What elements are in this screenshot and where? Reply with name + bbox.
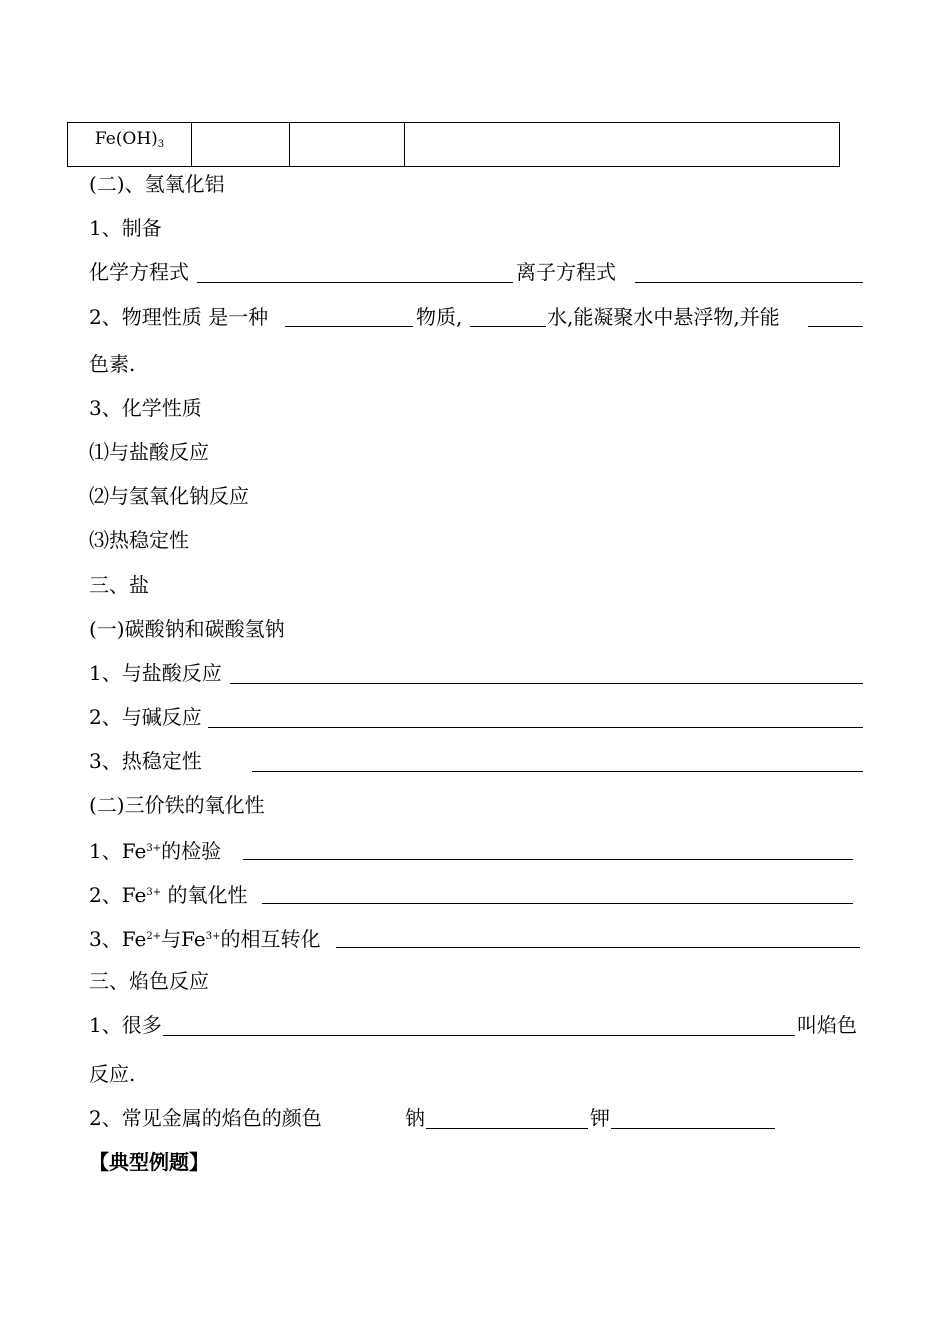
section-heading: 三、盐 [89, 573, 149, 597]
equation-label: 化学方程式 [89, 260, 189, 284]
answer-blank[interactable] [243, 859, 853, 860]
table-cell [290, 123, 405, 167]
list-item-text: 与Fe [161, 927, 206, 951]
table-row [68, 123, 840, 167]
list-item: 3、热稳定性 [89, 749, 202, 773]
section-heading: (二)三价铁的氧化性 [89, 793, 265, 817]
examples-heading: 【典型例题】 [89, 1150, 209, 1174]
answer-blank[interactable] [635, 282, 863, 283]
list-item: 反应. [89, 1062, 136, 1086]
subheading: 1、制备 [89, 216, 162, 240]
section-heading: 三、焰色反应 [89, 969, 209, 993]
row-label-subscript: 3 [157, 139, 165, 150]
list-item-text: 3、Fe [89, 927, 147, 951]
charge-superscript: 3+ [146, 843, 162, 854]
list-item: ⑴与盐酸反应 [89, 440, 209, 464]
answer-blank[interactable] [336, 947, 860, 948]
answer-blank[interactable] [230, 683, 863, 684]
list-item [89, 925, 320, 951]
answer-blank[interactable] [285, 326, 413, 327]
answer-blank[interactable] [611, 1128, 775, 1129]
list-item: ⑶热稳定性 [89, 528, 189, 552]
physical-property-text: 色素. [89, 352, 136, 376]
table-cell-label [68, 123, 192, 167]
potassium-label: 钾 [590, 1106, 610, 1130]
row-label: Fe(OH) [94, 129, 158, 149]
answer-blank[interactable] [262, 903, 853, 904]
list-item: ⑵与氢氧化钠反应 [89, 484, 249, 508]
list-item-text: 1、Fe [89, 839, 147, 863]
answer-blank[interactable] [808, 326, 863, 327]
physical-property-text: 物质, [416, 305, 463, 329]
physical-property-text: 水,能凝聚水中悬浮物,并能 [547, 305, 780, 329]
answer-blank[interactable] [208, 727, 863, 728]
table-cell [405, 123, 840, 167]
list-item: 2、与碱反应 [89, 705, 202, 729]
list-item: 1、很多 [89, 1013, 162, 1037]
charge-superscript: 3+ [146, 887, 162, 898]
list-item: 2、常见金属的焰色的颜色 [89, 1106, 322, 1130]
hydroxide-table [67, 122, 840, 167]
table-cell [192, 123, 290, 167]
list-item-text: 2、Fe [89, 883, 147, 907]
list-item: 1、与盐酸反应 [89, 661, 222, 685]
list-item [89, 837, 221, 863]
answer-blank[interactable] [197, 282, 513, 283]
section-heading: (二)、氢氧化铝 [89, 172, 225, 196]
answer-blank[interactable] [163, 1035, 795, 1036]
section-heading: (一)碳酸钠和碳酸氢钠 [89, 617, 285, 641]
answer-blank[interactable] [470, 326, 546, 327]
answer-blank[interactable] [426, 1128, 588, 1129]
ionic-equation-label: 离子方程式 [516, 260, 616, 284]
subheading: 3、化学性质 [89, 396, 202, 420]
charge-superscript: 2+ [146, 931, 162, 942]
list-item-text: 的相互转化 [220, 927, 321, 951]
list-item: 叫焰色 [797, 1013, 857, 1037]
sodium-label: 钠 [405, 1106, 425, 1130]
physical-property-text: 2、物理性质 是一种 [89, 305, 269, 329]
list-item-text: 的检验 [161, 839, 222, 863]
charge-superscript: 3+ [205, 931, 221, 942]
answer-blank[interactable] [252, 771, 863, 772]
list-item [89, 881, 247, 907]
list-item-text: 的氧化性 [161, 883, 248, 907]
